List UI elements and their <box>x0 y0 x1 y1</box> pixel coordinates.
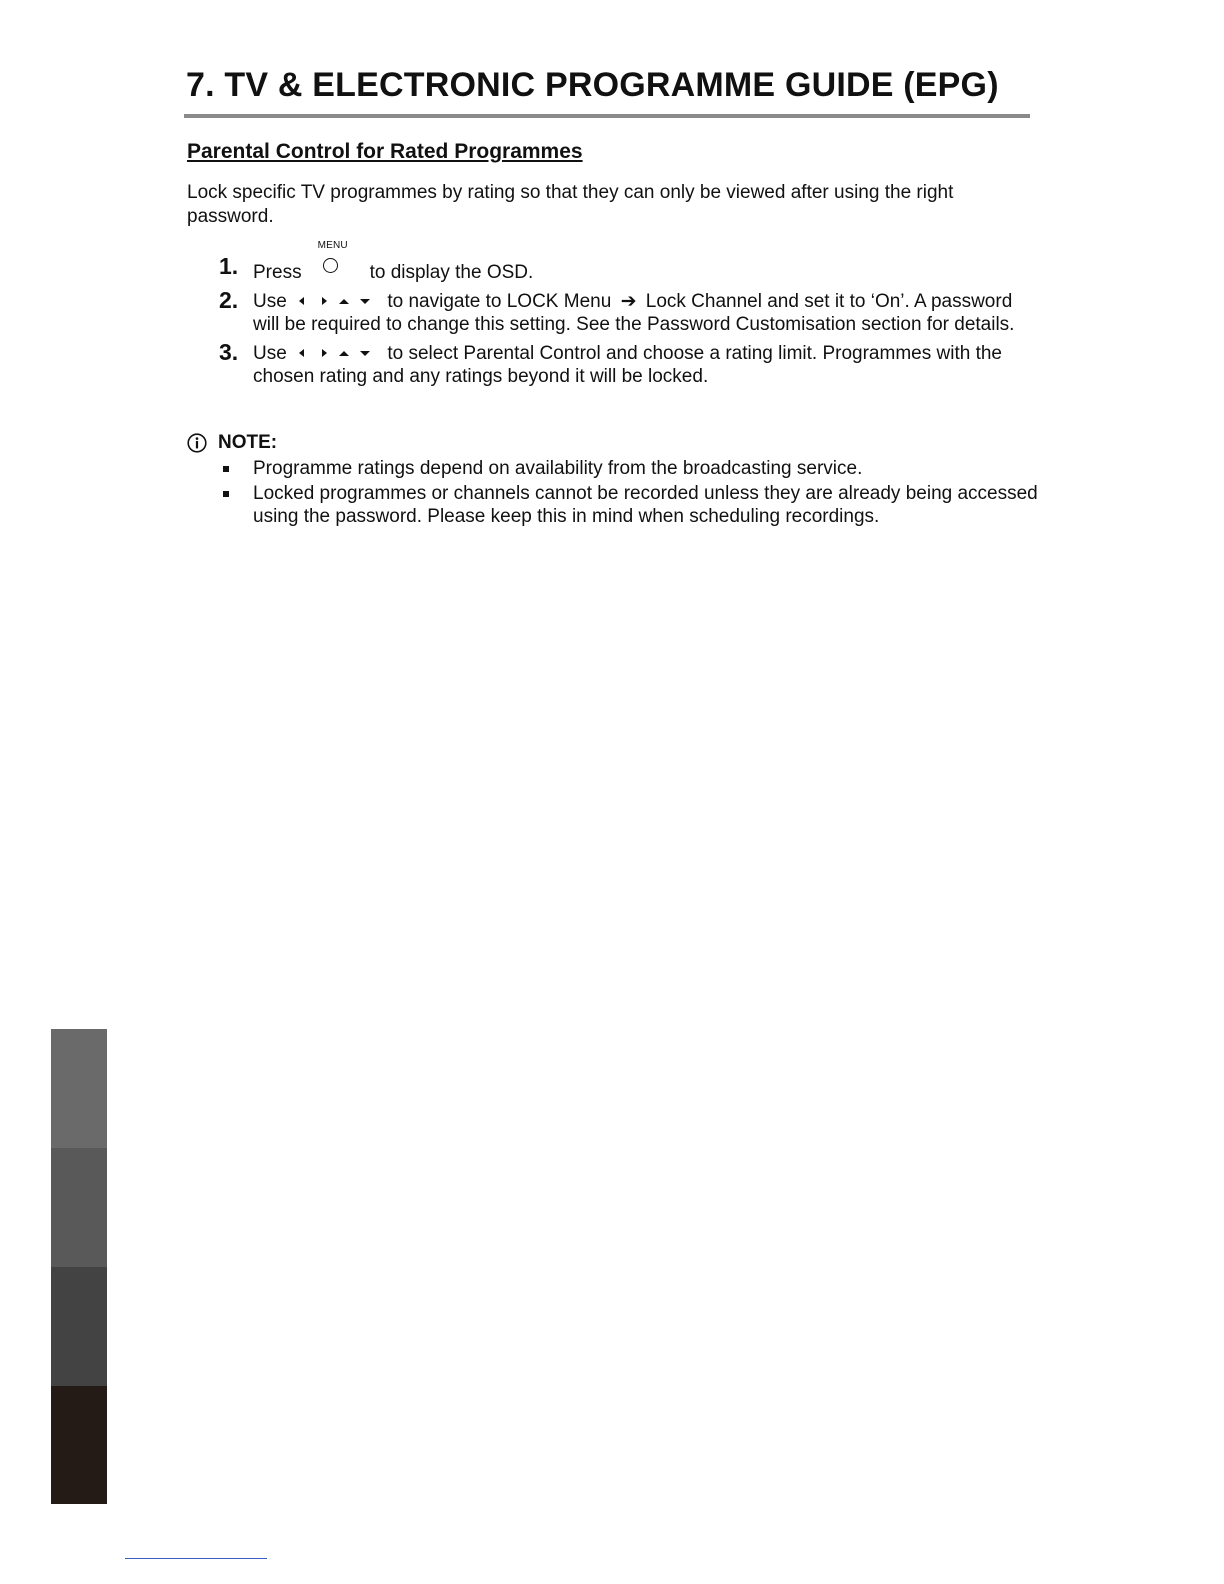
note-header <box>187 432 277 454</box>
side-tab <box>51 1148 107 1267</box>
page-title: 7. TV & ELECTRONIC PROGRAMME GUIDE (EPG) <box>186 66 999 104</box>
step-item <box>219 240 1029 285</box>
note-item <box>219 457 1039 481</box>
arrow-keys-icon <box>298 345 378 361</box>
step-item <box>219 338 1029 389</box>
step-text: Use <box>253 342 287 364</box>
step-text: Lock Channel and set it to ‘On’. A password will be required to change this setting. See the Password Customisation section for details. <box>253 290 1015 335</box>
step-number: 2. <box>219 286 239 313</box>
step-text: Use <box>253 290 287 312</box>
step-text: Press <box>253 262 302 283</box>
step-item <box>219 286 1029 337</box>
notes-list <box>219 457 1039 530</box>
step-number: 1. <box>219 253 239 279</box>
square-bullet-icon <box>223 466 229 472</box>
step-text: to select Parental Control and choose a rating limit. Programmes with the chosen rating and any ratings beyond it will be locked. <box>253 342 1002 387</box>
title-divider <box>184 114 1030 118</box>
note-text: Locked programmes or channels cannot be recorded unless they are already being accessed using the password. Please keep this in mind when scheduling recordings. <box>253 482 1038 527</box>
footer-divider <box>125 1558 267 1559</box>
circle-button-shape <box>323 258 338 273</box>
side-tab <box>51 1386 107 1504</box>
step-number: 3. <box>219 338 239 365</box>
menu-button-icon <box>316 240 358 278</box>
side-tab <box>51 1267 107 1386</box>
intro-paragraph: Lock specific TV programmes by rating so that they can only be viewed after using the right password. <box>187 182 954 227</box>
square-bullet-icon <box>223 491 229 497</box>
note-label: NOTE: <box>218 432 278 453</box>
section-heading: Parental Control for Rated Programmes <box>187 140 583 163</box>
arrow-right-icon: ➔ <box>620 290 637 312</box>
info-icon <box>187 433 207 453</box>
note-text: Programme ratings depend on availability from the broadcasting service. <box>253 458 863 479</box>
arrow-keys-icon <box>298 293 378 309</box>
step-text: to display the OSD. <box>369 262 534 283</box>
step-text: to navigate to LOCK Menu <box>387 290 612 312</box>
note-item <box>219 482 1039 529</box>
side-tab <box>51 1029 107 1148</box>
menu-label: MENU <box>317 240 348 251</box>
steps-list <box>219 240 1029 394</box>
